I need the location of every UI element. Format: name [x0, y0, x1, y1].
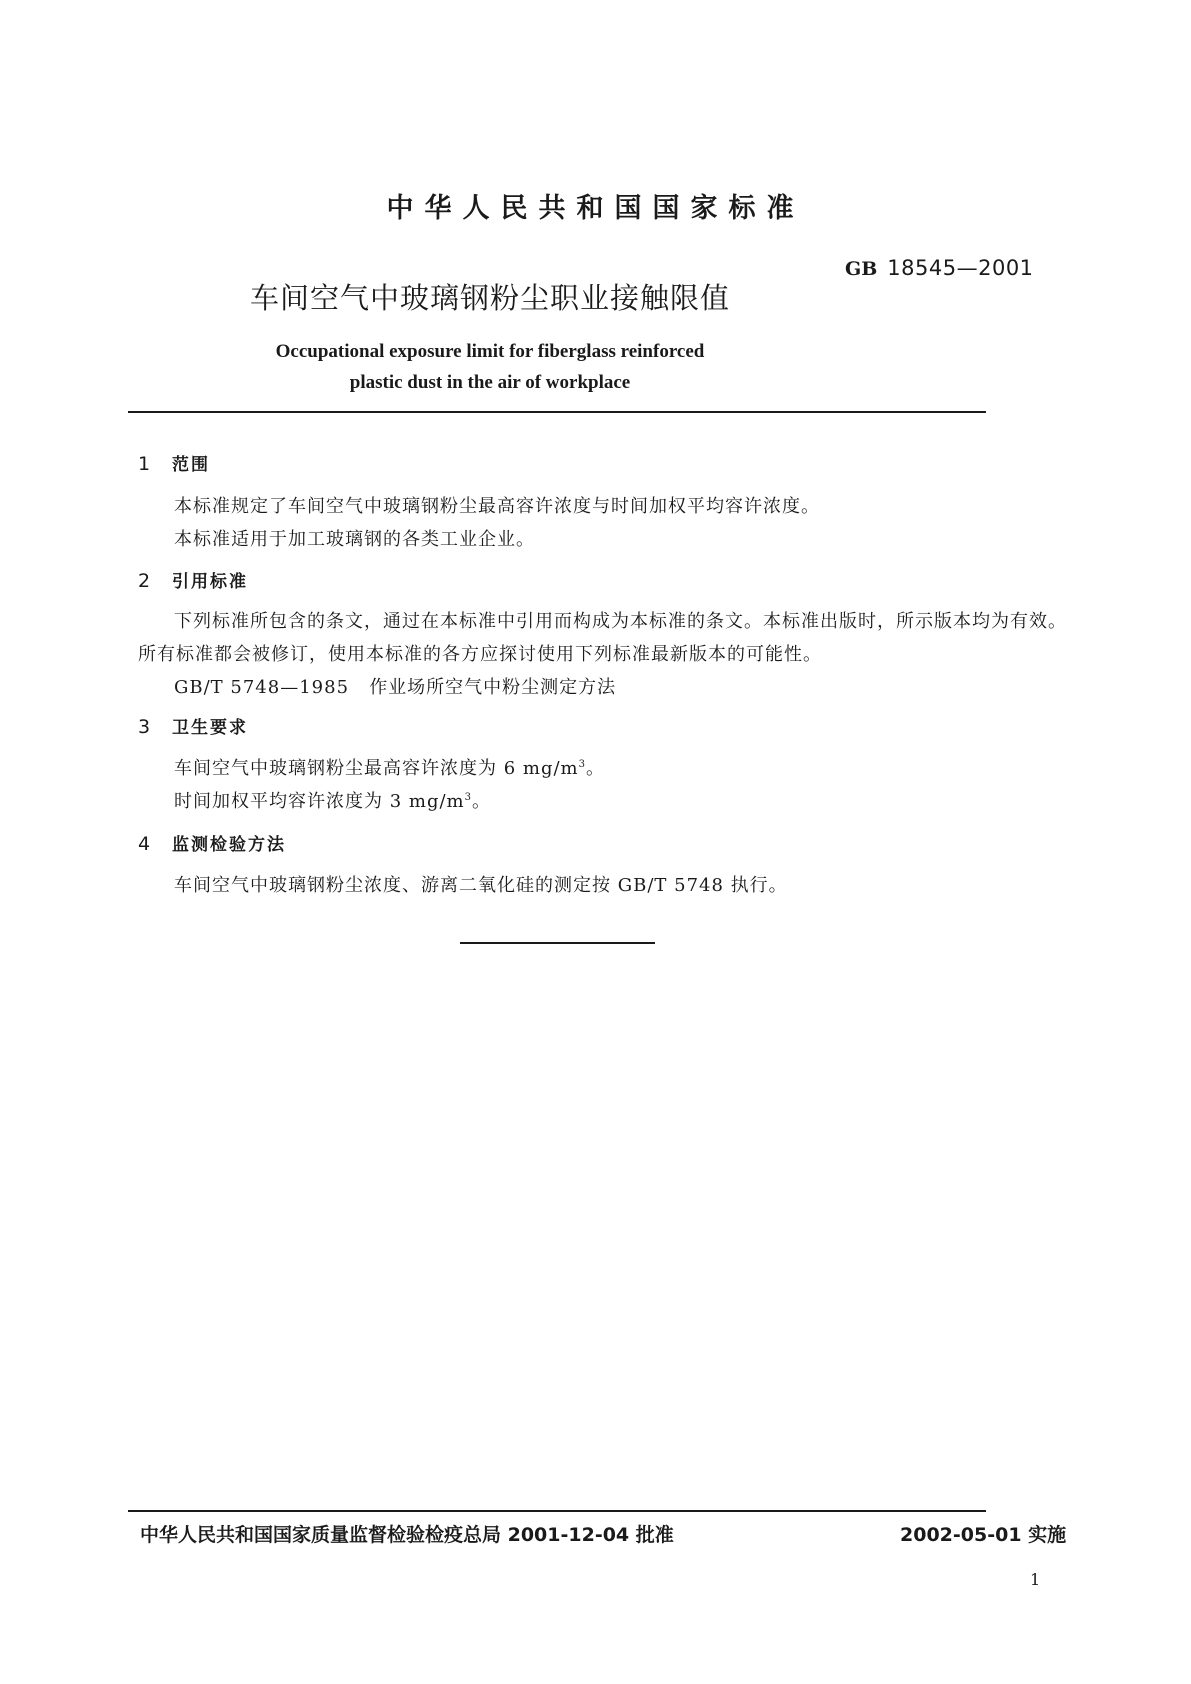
section-1-title: 范围: [172, 455, 210, 475]
reference-title: 作业场所空气中粉尘测定方法: [369, 677, 617, 698]
end-rule: [460, 942, 655, 944]
section-4-number: 4: [138, 833, 153, 855]
section-3-body: [138, 752, 1068, 818]
section-2-paragraph-1: 下列标准所包含的条文，通过在本标准中引用而构成为本标准的条文。本标准出版时，所示版本均为有效。所有标准都会被修订，使用本标准的各方应探讨使用下列标准最新版本的可能性。: [138, 611, 1067, 665]
twa-concentration-text: 时间加权平均容许浓度为 3 mg/m: [174, 791, 465, 812]
section-3-number: 3: [138, 716, 153, 738]
reference-code: GB/T 5748—1985: [174, 677, 350, 698]
section-2-body: [138, 605, 1068, 704]
section-1-heading: [138, 450, 210, 475]
standard-prefix: GB: [845, 258, 878, 280]
end-mark-2: 。: [472, 791, 491, 812]
section-1-number: 1: [138, 453, 153, 475]
section-2-heading: [138, 567, 248, 592]
section-1-paragraph-2: 本标准适用于加工玻璃钢的各类工业企业。: [174, 529, 535, 550]
section-2-title: 引用标准: [172, 572, 248, 592]
section-4-heading: [138, 830, 286, 855]
page-number: 1: [1030, 1570, 1041, 1589]
section-3-heading: [138, 713, 248, 738]
title-en-line-1: Occupational exposure limit for fiberglass reinforced: [275, 341, 705, 362]
end-mark-1: 。: [586, 758, 605, 779]
section-3-paragraph-1: [138, 752, 1068, 785]
document-title-cn: 车间空气中玻璃钢粉尘职业接触限值: [249, 281, 730, 315]
document-title-en: [0, 336, 980, 398]
section-1-paragraph-1: 本标准规定了车间空气中玻璃钢粉尘最高容许浓度与时间加权平均容许浓度。: [174, 496, 820, 517]
org-heading: 中华人民共和国国家标准: [386, 193, 805, 224]
unit-superscript-2: 3: [464, 792, 472, 803]
section-4-title: 监测检验方法: [172, 835, 286, 855]
section-2-reference: [138, 671, 1068, 704]
standard-code: 18545—2001: [887, 256, 1034, 280]
max-concentration-text: 车间空气中玻璃钢粉尘最高容许浓度为 6 mg/m: [174, 758, 579, 779]
section-1-body: [138, 490, 1068, 556]
header-rule: [128, 411, 986, 413]
section-4-body: [138, 869, 1068, 902]
section-4-paragraph-1: 车间空气中玻璃钢粉尘浓度、游离二氧化硅的测定按 GB/T 5748 执行。: [174, 875, 788, 896]
effective-date: 2002-05-01 实施: [900, 1524, 1067, 1546]
section-3-title: 卫生要求: [172, 718, 248, 738]
section-2-number: 2: [138, 570, 153, 592]
title-en-line-2: plastic dust in the air of workplace: [349, 372, 631, 393]
section-3-paragraph-2: [138, 785, 1068, 818]
approval-statement: 中华人民共和国国家质量监督检验检疫总局 2001-12-04 批准: [140, 1524, 674, 1546]
footer-rule: [128, 1510, 986, 1512]
unit-superscript-1: 3: [578, 759, 586, 770]
